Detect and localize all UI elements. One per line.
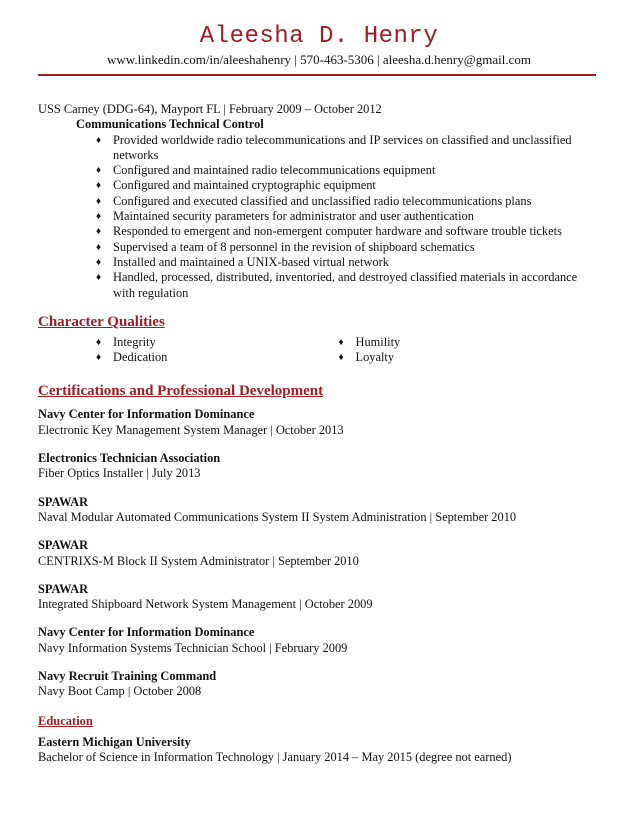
experience-bullet-text: Provided worldwide radio telecommunications and IP services on classified and unclassified networks (113, 132, 572, 162)
quality-label: Loyalty (355, 350, 395, 365)
experience-bullet (96, 132, 598, 164)
experience-bullet-text: Responded to emergent and non-emergent computer hardware and software trouble tickets (113, 224, 562, 239)
quality-label: Dedication (113, 350, 168, 365)
diamond-icon: ♦ (96, 165, 102, 177)
candidate-name: Aleesha D. Henry (199, 23, 439, 50)
certification-org: SPAWAR (38, 494, 89, 509)
diamond-icon: ♦ (96, 241, 102, 253)
experience-bullet (96, 270, 598, 301)
certification-detail: Fiber Optics Installer | July 2013 (38, 466, 201, 481)
certification-detail: Naval Modular Automated Communications System II System Administration | September 2010 (38, 509, 517, 524)
contact-line: www.linkedin.com/in/aleeshahenry | 570-463-5306 | aleesha.d.henry@gmail.com (107, 52, 531, 67)
quality-item (338, 350, 599, 365)
qualities-right-column (338, 334, 599, 366)
certification-entry (38, 625, 598, 656)
experience-bullets (38, 133, 598, 301)
certification-detail: Electronic Key Management System Manager | October 2013 (38, 422, 344, 437)
certification-entry (38, 669, 598, 700)
experience-title: Communications Technical Control (76, 117, 264, 132)
experience-line: USS Carney (DDG-64), Mayport FL | February 2009 – October 2012 (38, 102, 382, 116)
quality-label: Humility (355, 334, 401, 349)
diamond-icon: ♦ (96, 272, 102, 284)
experience-bullet-text: Configured and maintained cryptographic equipment (113, 178, 376, 193)
education-heading: Education (38, 713, 93, 728)
qualities-grid (38, 335, 598, 366)
experience-bullet (96, 254, 598, 270)
experience-bullet-text: Configured and executed classified and unclassified radio telecommunications plans (113, 193, 532, 208)
experience-bullet (96, 193, 598, 209)
diamond-icon: ♦ (96, 352, 102, 364)
diamond-icon: ♦ (338, 336, 344, 348)
diamond-icon: ♦ (96, 134, 102, 146)
diamond-icon: ♦ (338, 352, 344, 364)
certification-entry (38, 582, 598, 613)
header-divider (38, 74, 596, 76)
certification-org: SPAWAR (38, 538, 89, 553)
diamond-icon: ♦ (96, 195, 102, 207)
certification-entry (38, 407, 598, 438)
diamond-icon: ♦ (96, 180, 102, 192)
qualities-heading: Character Qualities (38, 313, 165, 330)
resume-header (0, 22, 638, 68)
experience-bullet (96, 178, 598, 193)
certification-org: Navy Center for Information Dominance (38, 625, 255, 640)
quality-item (96, 350, 356, 365)
quality-item (96, 334, 356, 350)
experience-bullet-text: Configured and maintained radio telecommunications equipment (113, 163, 436, 178)
education-org: Eastern Michigan University (38, 734, 191, 749)
experience-bullet-text: Installed and maintained a UNIX-based virtual network (113, 254, 389, 269)
education-entry (38, 735, 598, 766)
diamond-icon: ♦ (96, 226, 102, 238)
qualities-left-column (96, 334, 356, 366)
diamond-icon: ♦ (96, 256, 102, 268)
experience-bullet (96, 209, 598, 224)
experience-bullet (96, 239, 598, 255)
certification-entry (38, 538, 598, 569)
education-detail: Bachelor of Science in Information Technology | January 2014 – May 2015 (degree not earned) (38, 749, 512, 764)
certification-entry (38, 495, 598, 526)
certification-org: Navy Recruit Training Command (38, 669, 217, 684)
resume-body (38, 102, 598, 778)
certification-detail: Navy Information Systems Technician School | February 2009 (38, 640, 348, 655)
certification-org: Electronics Technician Association (38, 451, 221, 466)
certification-detail: Navy Boot Camp | October 2008 (38, 684, 202, 699)
quality-item (338, 334, 599, 350)
experience-bullet-text: Handled, processed, distributed, inventoried, and destroyed classified materials in accordance with regulation (113, 270, 578, 300)
experience-bullet (96, 224, 598, 239)
certification-entry (38, 451, 598, 482)
certification-detail: CENTRIXS-M Block II System Administrator | September 2010 (38, 553, 359, 568)
certification-org: SPAWAR (38, 581, 89, 596)
certification-org: Navy Center for Information Dominance (38, 407, 255, 422)
diamond-icon: ♦ (96, 211, 102, 223)
quality-label: Integrity (113, 334, 156, 349)
certification-detail: Integrated Shipboard Network System Management | October 2009 (38, 597, 373, 612)
certifications-list (38, 407, 598, 699)
experience-bullet (96, 163, 598, 178)
experience-bullet-text: Maintained security parameters for administrator and user authentication (113, 209, 474, 224)
experience-bullet-text: Supervised a team of 8 personnel in the revision of shipboard schematics (113, 239, 475, 254)
diamond-icon: ♦ (96, 336, 102, 348)
certifications-heading: Certifications and Professional Development (38, 383, 324, 400)
